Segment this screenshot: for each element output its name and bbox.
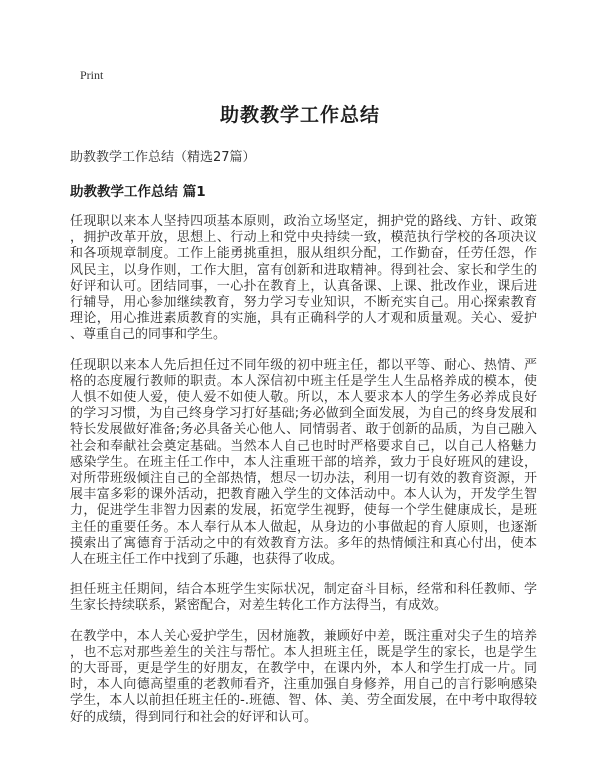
paragraph-4: 在教学中，本人关心爱护学生，因材施教，兼顾好中差，既注重对尖子生的培养，也不忘对那些差生的关注与帮忙。本人担班主任，既是学生的家长，也是学生的大哥哥，更是学生的好朋友，在教学中，在课内外，本人和学生打成一片。同时，本人向德高望重的老教师看齐，注重加强自身修养，用自己的言行影响感染学生，本人以前担任班主任的-.班德、智、体、美、劳全面发展，在中考中取得较好的成绩，得到同行和社会的好评和认可。 bbox=[70, 628, 537, 725]
article-subtitle: 助教教学工作总结（精选27篇） bbox=[70, 150, 256, 165]
paragraph-2: 任现职以来本人先后担任过不同年级的初中班主任，都以平等、耐心、热情、严格的态度履行教师的职责。本人深信初中班主任是学生人生品格养成的模本，使人惧不如使人爱，使人爱不如使人敬。所以，本人要求本人的学生务必养成良好的学习习惯，为自己终身学习打好基础;务必做到全面发展，为自己的终身发展和特长发展做好准备;务必具备关心他人、同情弱者、敢于创新的品质，为自己融入社会和奉献社会奠定基础。当然本人自己也时时严格要求自己，以自己人格魅力感染学生。在班主任工作中，本人注重班干部的培养，致力于良好班风的建设，对所带班级倾注自己的全部热情，想尽一切办法，利用一切有效的教育资源，开展丰富多彩的课外活动，把教育融入学生的文体活动中。本人认为，开发学生智力，促进学生非智力因素的发展，拓宽学生视野，使每一个学生健康成长，是班主任的重要任务。本人奉行从本人做起，从身边的小事做起的育人原则，也逐渐摸索出了寓德育于活动之中的有效教育方法。多年的热情倾注和真心付出，使本人在班主任工作中找到了乐趣，也获得了收成。 bbox=[70, 357, 537, 568]
page-title: 助教教学工作总结 bbox=[219, 104, 380, 126]
print-link[interactable]: Print bbox=[80, 68, 104, 82]
section-heading: 助教教学工作总结 篇1 bbox=[70, 184, 206, 200]
paragraph-3: 担任班主任期间，结合本班学生实际状况，制定奋斗目标，经常和科任教师、学生家长持续联系，紧密配合，对差生转化工作方法得当，有成效。 bbox=[70, 582, 537, 614]
paragraph-1: 任现职以来本人坚持四项基本原则，政治立场坚定，拥护党的路线、方针、政策，拥护改革开放，思想上、行动上和党中央持续一致，模范执行学校的各项决议和各项规章制度。工作上能勇挑重担，服从组织分配，工作勤奋，任劳任怨，作风民主，以身作则，工作大胆，富有创新和进取精神。得到社会、家长和学生的好评和认可。团结同事，一心扑在教育上，认真备课、上课、批改作业，课后进行辅导，用心参加继续教育，努力学习专业知识，不断充实自己。用心探索教育理论，用心推进素质教育的实施，具有正确科学的人才观和质量观。关心、爱护、尊重自己的同事和学生。 bbox=[70, 214, 537, 343]
article-body bbox=[70, 214, 537, 726]
